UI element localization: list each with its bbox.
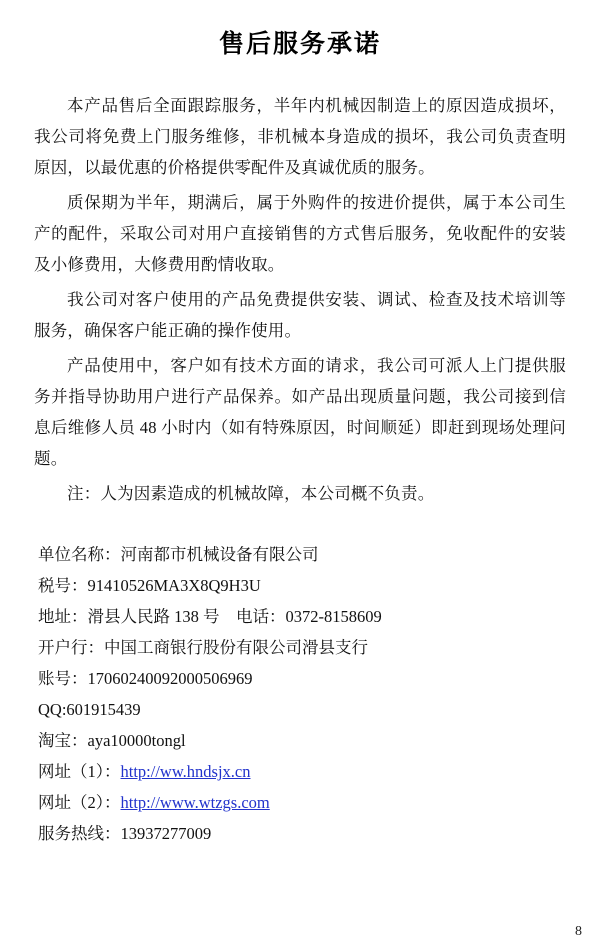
paragraph-4: 产品使用中，客户如有技术方面的请求，我公司可派人上门提供服务并指导协助用户进行产品保养。如产品出现质量问题，我公司接到信息后维修人员 48 小时内（如有特殊原因，时间顺延）即赶到现场处理问题。 — [34, 356, 566, 468]
document-page — [0, 12, 600, 950]
website-2-link[interactable]: http://www.wtzgs.com — [120, 793, 270, 812]
account-number-line: 账号：17060240092000506969 — [38, 669, 253, 688]
contact-info — [34, 539, 566, 849]
paragraph-3: 我公司对客户使用的产品免费提供安装、调试、检查及技术培训等服务，确保客户能正确的操作使用。 — [34, 290, 566, 340]
taobao-line: 淘宝：aya10000tongl — [38, 731, 186, 750]
website-2-label: 网址（2）： — [38, 793, 121, 812]
company-name-line: 单位名称：河南都市机械设备有限公司 — [38, 545, 319, 564]
page-title: 售后服务承诺 — [218, 31, 381, 58]
website-2-line — [38, 787, 566, 818]
tax-number-line: 税号：91410526MA3X8Q9H3U — [38, 576, 261, 595]
body-paragraphs — [34, 90, 566, 509]
website-1-line — [38, 756, 566, 787]
paragraph-1: 本产品售后全面跟踪服务，半年内机械因制造上的原因造成损坏，我公司将免费上门服务维修，非机械本身造成的损坏，我公司负责查明原因，以最优惠的价格提供零配件及真诚优质的服务。 — [34, 96, 566, 177]
page-number: 8 — [575, 924, 582, 939]
address-phone-line: 地址：滑县人民路 138 号 电话：0372-8158609 — [38, 607, 382, 626]
qq-line: QQ:601915439 — [38, 700, 141, 719]
paragraph-note: 注：人为因素造成的机械故障，本公司概不负责。 — [67, 484, 435, 503]
website-1-label: 网址（1）： — [38, 762, 121, 781]
website-1-link[interactable]: http://ww.hndsjx.cn — [120, 762, 251, 781]
paragraph-2: 质保期为半年，期满后，属于外购件的按进价提供，属于本公司生产的配件，采取公司对用户直接销售的方式售后服务，免收配件的安装及小修费用，大修费用酌情收取。 — [34, 193, 566, 274]
bank-line: 开户行：中国工商银行股份有限公司滑县支行 — [38, 638, 368, 657]
hotline-line: 服务热线：13937277009 — [38, 824, 212, 843]
